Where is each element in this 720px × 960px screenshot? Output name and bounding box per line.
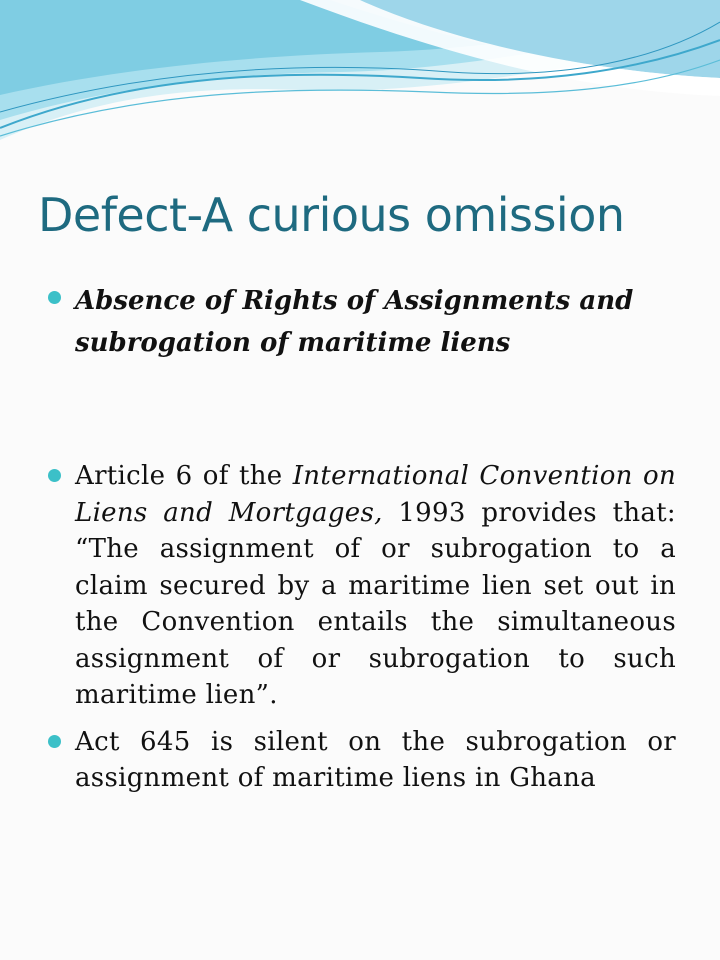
- bullet-text: Act 645 is silent on the subrogation or assignment of maritime liens in Ghana: [75, 726, 676, 793]
- bullet-text-quote: 1993 provides that: “The assignment of or subrogation to a claim secured by a maritime lien set out in the Convention entails the simultaneous assignment of or subrogation to such maritime lien”.: [75, 497, 676, 710]
- slide-title: Defect-A curious omission: [38, 188, 625, 242]
- bullet-list: [48, 280, 676, 797]
- bullet-dot-icon: [48, 291, 61, 304]
- bullet-item-article-6: [48, 458, 676, 714]
- bullet-dot-icon: [48, 469, 61, 482]
- bullet-item-act-645: [48, 724, 676, 797]
- convention-name: International Convention on Liens and Mortgages,: [75, 461, 676, 528]
- header-wave-decoration: [0, 0, 720, 160]
- bullet-text-lead: Article 6 of the: [75, 461, 293, 491]
- bullet-item-absence-of-rights: [48, 280, 676, 364]
- bullet-dot-icon: [48, 735, 61, 748]
- bullet-text: Absence of Rights of Assignments and subrogation of maritime liens: [75, 286, 634, 358]
